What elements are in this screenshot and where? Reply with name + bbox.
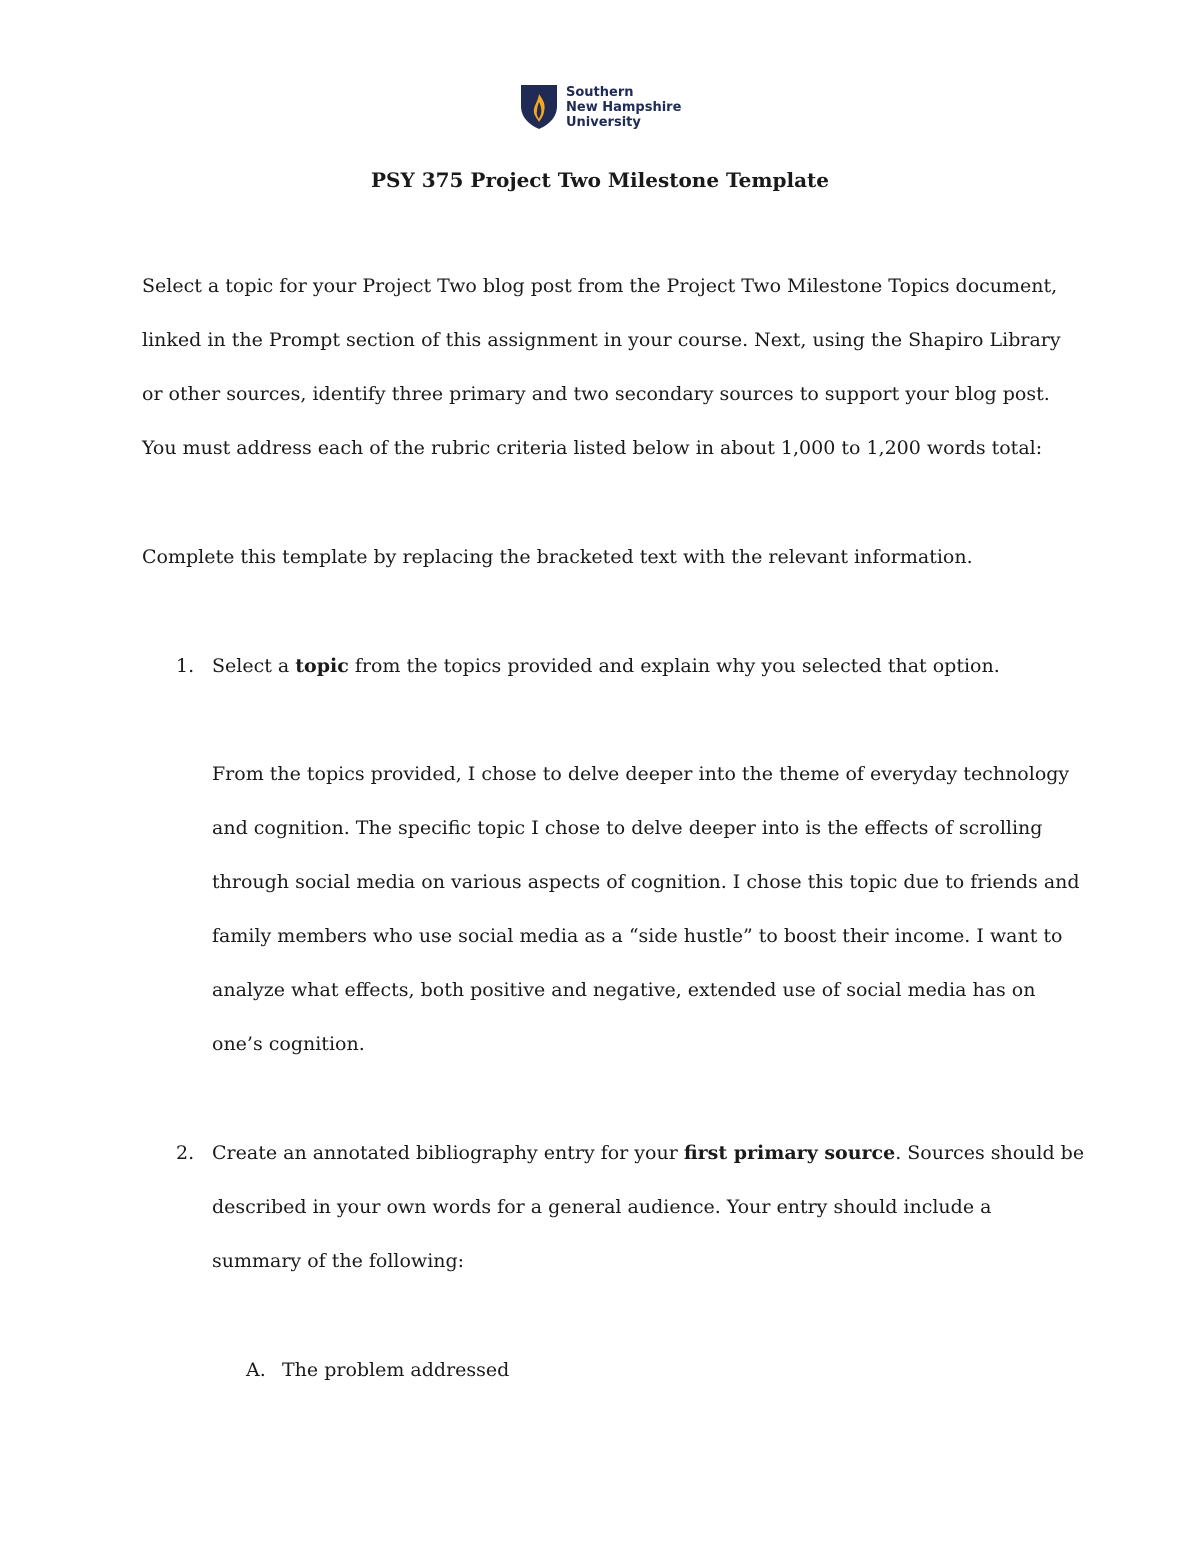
question-keyword: topic bbox=[295, 655, 349, 677]
question-text-after: from the topics provided and explain why you selected that option. bbox=[348, 655, 1000, 677]
document-title: PSY 375 Project Two Milestone Template bbox=[371, 168, 829, 192]
intro-line: You must address each of the rubric criteria listed below in about 1,000 to 1,200 words total: bbox=[142, 437, 1043, 459]
logo-line-1: Southern bbox=[566, 84, 634, 100]
intro-line: Select a topic for your Project Two blog post from the Project Two Milestone Topics document, bbox=[142, 275, 1058, 297]
answer-line: and cognition. The specific topic I chose to delve deeper into is the effects of scrolling bbox=[212, 817, 1043, 839]
question-keyword: first primary source bbox=[683, 1142, 896, 1164]
sub-item-text: The problem addressed bbox=[282, 1359, 510, 1381]
sub-item-a bbox=[246, 1343, 509, 1397]
template-instruction: Complete this template by replacing the bracketed text with the relevant information. bbox=[142, 546, 973, 568]
intro-line: or other sources, identify three primary and two secondary sources to support your blog post. bbox=[142, 383, 1050, 405]
question-text bbox=[212, 1126, 1084, 1288]
question-line: described in your own words for a general audience. Your entry should include a bbox=[212, 1196, 992, 1218]
shield-flame-icon bbox=[520, 84, 558, 130]
intro-line: linked in the Prompt section of this assignment in your course. Next, using the Shapiro Library bbox=[142, 329, 1061, 351]
intro-paragraph bbox=[142, 259, 1082, 475]
question-text-after: . Sources should be bbox=[895, 1142, 1085, 1164]
answer-line: analyze what effects, both positive and negative, extended use of social media has on bbox=[212, 979, 1036, 1001]
question-number: 1. bbox=[176, 655, 195, 677]
university-logo bbox=[520, 84, 681, 130]
question-line: summary of the following: bbox=[212, 1250, 465, 1272]
logo-text bbox=[566, 85, 681, 130]
question-number: 2. bbox=[176, 1142, 195, 1164]
question-text-before: Select a bbox=[212, 655, 296, 677]
answer-line: one’s cognition. bbox=[212, 1033, 365, 1055]
sub-item-letter: A. bbox=[246, 1359, 266, 1381]
answer-line: through social media on various aspects of cognition. I chose this topic due to friends and bbox=[212, 871, 1080, 893]
question-text-before: Create an annotated bibliography entry for your bbox=[212, 1142, 684, 1164]
logo-line-2: New Hampshire bbox=[566, 99, 682, 115]
answer-line: family members who use social media as a “side hustle” to boost their income. I want to bbox=[212, 925, 1063, 947]
answer-line: From the topics provided, I chose to delve deeper into the theme of everyday technology bbox=[212, 763, 1070, 785]
answer-1 bbox=[212, 747, 1092, 1071]
logo-line-3: University bbox=[566, 114, 641, 130]
question-text bbox=[212, 639, 1000, 693]
